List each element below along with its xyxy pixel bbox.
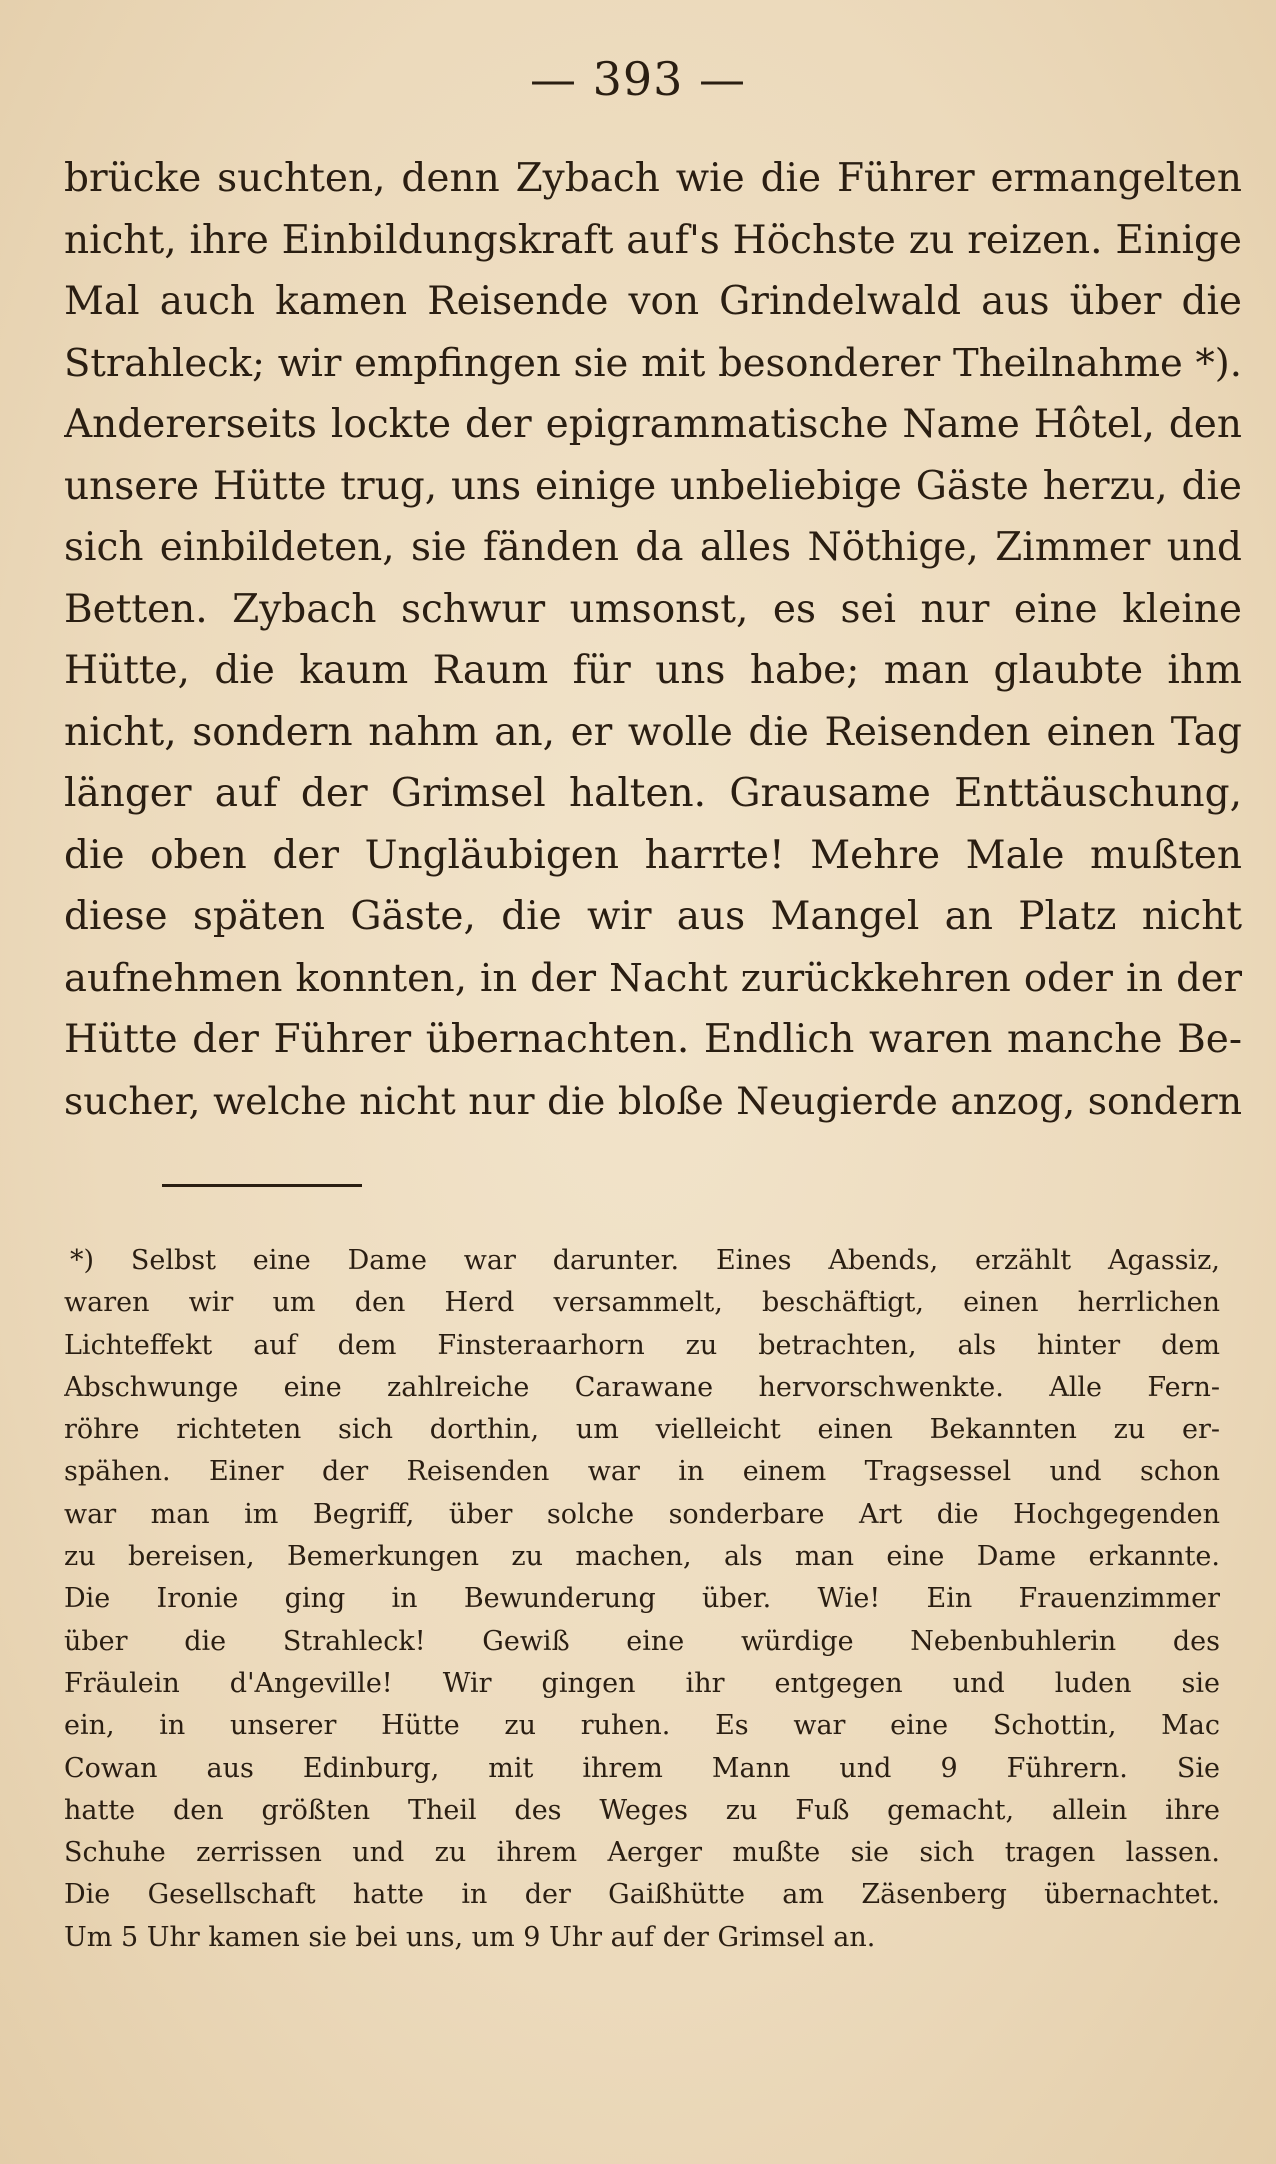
text-line: die oben der Ungläubigen harrte! Mehre Male mußten bbox=[64, 832, 1242, 878]
footnote-line: *) Selbst eine Dame war darunter. Eines Abends, erzählt Agassiz, bbox=[70, 1245, 1220, 1276]
footnote-line: war man im Begriff, über solche sonderbare Art die Hochgegenden bbox=[64, 1498, 1220, 1530]
text-line: Hütte, die kaum Raum für uns habe; man glaubte ihm bbox=[64, 648, 1242, 693]
footnote-divider bbox=[162, 1184, 362, 1187]
footnote-line: Lichteffekt auf dem Finsteraarhorn zu betrachten, als hinter dem bbox=[64, 1329, 1220, 1361]
footnote-line: Die Ironie ging in Bewunderung über. Wie! Ein Frauenzimmer bbox=[64, 1583, 1220, 1615]
footnote-line: röhre richteten sich dorthin, um vielleicht einen Bekannten zu er- bbox=[64, 1414, 1220, 1446]
footnote-line: zu bereisen, Bemerkungen zu machen, als man eine Dame erkannte. bbox=[64, 1541, 1220, 1573]
footnote-line: über die Strahleck! Gewiß eine würdige Nebenbuhlerin des bbox=[64, 1625, 1220, 1657]
text-line: Mal auch kamen Reisende von Grindelwald aus über die bbox=[64, 279, 1242, 324]
page-number: — 393 — bbox=[529, 52, 747, 106]
text-line: nicht, sondern nahm an, er wolle die Reisenden einen Tag bbox=[64, 709, 1242, 755]
footnote-line: Um 5 Uhr kamen sie bei uns, um 9 Uhr auf der Grimsel an. bbox=[64, 1921, 876, 1953]
text-line: Betten. Zybach schwur umsonst, es sei nur eine kleine bbox=[64, 586, 1242, 632]
footnote-line: Schuhe zerrissen und zu ihrem Aerger mußte sie sich tragen lassen. bbox=[64, 1837, 1220, 1869]
text-line: Hütte der Führer übernachten. Endlich waren manche Be- bbox=[64, 1017, 1242, 1062]
footnote-line: Cowan aus Edinburg, mit ihrem Mann und 9 Führern. Sie bbox=[64, 1752, 1220, 1784]
text-line: nicht, ihre Einbildungskraft auf's Höchste zu reizen. Einige bbox=[64, 217, 1242, 263]
footnote bbox=[64, 1240, 1220, 1959]
footnote-line: Fräulein d'Angeville! Wir gingen ihr entgegen und luden sie bbox=[64, 1667, 1220, 1699]
main-text bbox=[64, 148, 1242, 1132]
footnote-line: hatte den größten Theil des Weges zu Fuß gemacht, allein ihre bbox=[64, 1794, 1220, 1826]
footnote-line: Die Gesellschaft hatte in der Gaißhütte am Zäsenberg übernachtet. bbox=[64, 1879, 1220, 1911]
footnote-line: Abschwunge eine zahlreiche Carawane hervorschwenkte. Alle Fern- bbox=[64, 1371, 1220, 1403]
text-line: sucher, welche nicht nur die bloße Neugierde anzog, sondern bbox=[64, 1078, 1242, 1123]
text-line: aufnehmen konnten, in der Nacht zurückkehren oder in der bbox=[64, 955, 1242, 1001]
text-line: sich einbildeten, sie fänden da alles Nöthige, Zimmer und bbox=[64, 525, 1242, 570]
text-line: länger auf der Grimsel halten. Grausame Enttäuschung, bbox=[64, 771, 1242, 816]
text-line: unsere Hütte trug, uns einige unbeliebige Gäste herzu, die bbox=[64, 463, 1242, 509]
text-line: brücke suchten, denn Zybach wie die Führer ermangelten bbox=[64, 156, 1242, 201]
footnote-line: spähen. Einer der Reisenden war in einem Tragsessel und schon bbox=[64, 1456, 1220, 1488]
text-line: diese späten Gäste, die wir aus Mangel an Platz nicht bbox=[64, 894, 1242, 939]
text-line: Strahleck; wir empfingen sie mit besonderer Theilnahme *). bbox=[64, 340, 1242, 386]
footnote-line: waren wir um den Herd versammelt, beschäftigt, einen herrlichen bbox=[64, 1287, 1220, 1319]
text-line: Andererseits lockte der epigrammatische Name Hôtel, den bbox=[64, 402, 1242, 447]
footnote-line: ein, in unserer Hütte zu ruhen. Es war eine Schottin, Mac bbox=[64, 1710, 1220, 1742]
